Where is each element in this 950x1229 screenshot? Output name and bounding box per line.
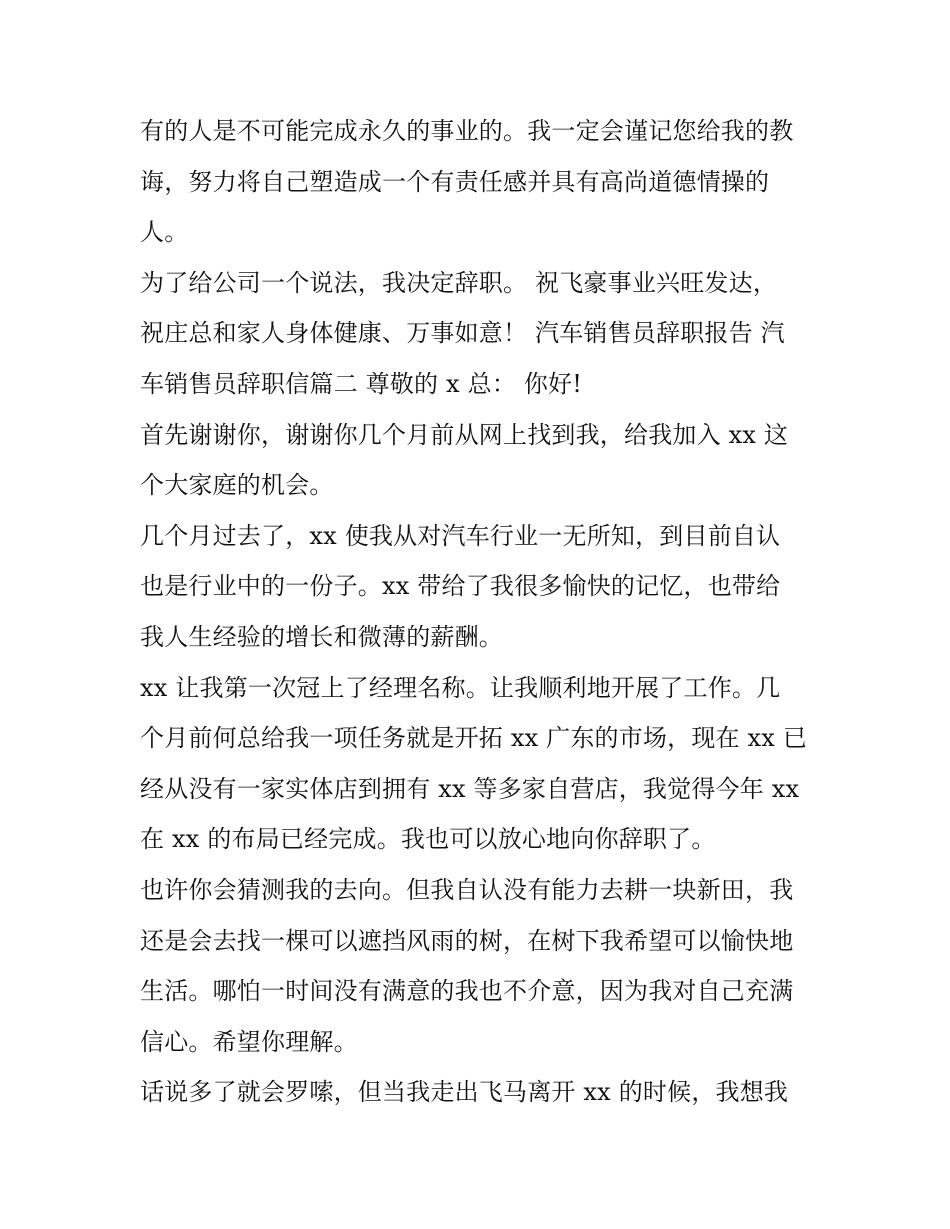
text-line: 生活。哪怕一时间没有满意的我也不介意，因为我对自己充满 bbox=[140, 977, 794, 1006]
text-line: 经从没有一家实体店到拥有 xx 等多家自营店，我觉得今年 xx bbox=[140, 774, 800, 803]
text-line: 在 xx 的布局已经完成。我也可以放心地向你辞职了。 bbox=[140, 825, 716, 854]
text-line: 个月前何总给我一项任务就是开拓 xx 广东的市场，现在 xx 已 bbox=[140, 724, 808, 753]
text-line: 信心。希望你理解。 bbox=[140, 1027, 358, 1056]
text-line: 人。 bbox=[140, 218, 189, 247]
text-line: 有的人是不可能完成永久的事业的。我一定会谨记您给我的教 bbox=[140, 117, 794, 145]
text-line: xx 让我第一次冠上了经理名称。让我顺利地开展了工作。几 bbox=[140, 673, 781, 702]
document-body bbox=[140, 106, 820, 1118]
text-line: 首先谢谢你，谢谢你几个月前从网上找到我，给我加入 xx 这 bbox=[140, 420, 789, 449]
text-line: 个大家庭的机会。 bbox=[140, 471, 334, 500]
text-line: 祝庄总和家人身体健康、万事如意！ 汽车销售员辞职报告 汽 bbox=[140, 319, 785, 348]
text-line: 话说多了就会罗嗦，但当我走出飞马离开 xx 的时候，我想我 bbox=[140, 1078, 789, 1107]
text-line: 诲，努力将自己塑造成一个有责任感并具有高尚道德情操的 bbox=[140, 167, 770, 196]
text-line: 也是行业中的一份子。xx 带给了我很多愉快的记忆，也带给 bbox=[140, 572, 781, 601]
text-line: 几个月过去了，xx 使我从对汽车行业一无所知，到目前自认 bbox=[140, 521, 781, 550]
text-line: 也许你会猜测我的去向。但我自认没有能力去耕一块新田，我 bbox=[140, 875, 794, 904]
text-line: 为了给公司一个说法，我决定辞职。 祝飞豪事业兴旺发达， bbox=[140, 268, 778, 297]
text-line: 还是会去找一棵可以遮挡风雨的树，在树下我希望可以愉快地 bbox=[140, 926, 794, 955]
text-line: 我人生经验的增长和微薄的薪酬。 bbox=[140, 622, 503, 651]
text-line: 车销售员辞职信篇二 尊敬的 x 总： 你好! bbox=[140, 369, 583, 398]
